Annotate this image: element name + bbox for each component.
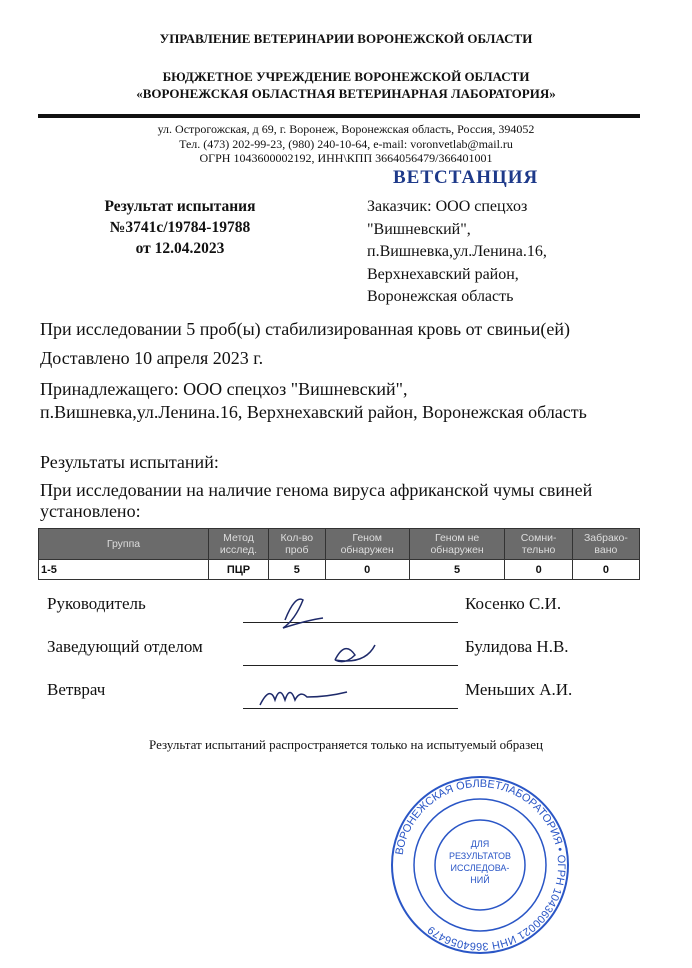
delivered-text: Доставлено 10 апреля 2023 г. [40, 348, 264, 368]
svg-text:НИЙ: НИЙ [470, 875, 490, 885]
col-header: Метод исслед. [209, 529, 269, 560]
svg-text:ДЛЯ: ДЛЯ [470, 839, 490, 849]
signature-name: Меньших А.И. [465, 680, 573, 699]
signature-role: Ветврач [47, 680, 106, 699]
customer-block [367, 196, 547, 309]
cell: 0 [572, 560, 639, 580]
result-block [70, 196, 290, 259]
address: ул. Острогожская, д 69, г. Воронеж, Воронежская область, Россия, 394052 [157, 122, 535, 136]
org-line-2: «ВОРОНЕЖСКАЯ ОБЛАСТНАЯ ВЕТЕРИНАРНАЯ ЛАБОРАТОРИЯ» [136, 86, 556, 101]
signature-name: Булидова Н.В. [465, 637, 569, 656]
vetstation-stamp: ВЕТСТАНЦИЯ [393, 167, 539, 188]
table-header-row [39, 529, 640, 560]
results-table [38, 528, 640, 580]
customer-line: Заказчик: ООО спецхоз [367, 198, 528, 215]
cell: 1-5 [39, 560, 209, 580]
result-number: №3741с/19784-19788 [109, 219, 251, 236]
footer-note: Результат испытаний распространяется только на испытуемый образец [149, 737, 543, 752]
customer-line: Верхнехавский район, [367, 265, 519, 283]
col-header: Группа [39, 529, 209, 560]
header-divider [38, 114, 640, 118]
col-header: Геном обнаружен [325, 529, 409, 560]
result-title: Результат испытания [104, 198, 256, 215]
svg-text:РЕЗУЛЬТАТОВ: РЕЗУЛЬТАТОВ [448, 851, 512, 861]
finding-text: При исследовании на наличие генома вируса африканской чумы свиней установлено: [40, 480, 593, 521]
owner-text: Принадлежащего: ООО спецхоз "Вишневский", п.Вишневка,ул.Ленина.16, Верхнехавский район, Воронежская область [40, 379, 587, 422]
results-label: Результаты испытаний: [40, 452, 219, 472]
customer-line: Воронежская область [367, 288, 514, 305]
org-line-1: БЮДЖЕТНОЕ УЧРЕЖДЕНИЕ ВОРОНЕЖСКОЙ ОБЛАСТИ [162, 69, 530, 84]
cell: 5 [409, 560, 505, 580]
signature-role: Заведующий отделом [47, 637, 203, 656]
study-text: При исследовании 5 проб(ы) стабилизированная кровь от свиньи(ей) [40, 319, 570, 339]
agency-title: УПРАВЛЕНИЕ ВЕТЕРИНАРИИ ВОРОНЕЖСКОЙ ОБЛАСТИ [159, 31, 533, 46]
cell: ПЦР [209, 560, 269, 580]
official-seal [380, 775, 580, 955]
col-header: Сомни-тельно [505, 529, 572, 560]
col-header: Кол-во проб [269, 529, 326, 560]
svg-text:ВОРОНЕЖСКАЯ ОБЛВЕТЛАБОРАТОРИЯ: ВОРОНЕЖСКАЯ ОБЛВЕТЛАБОРАТОРИЯ • ОГРН 1043600021 ИНН 3664056479 [393, 777, 568, 953]
contact-block [0, 122, 692, 166]
org-title [0, 68, 692, 102]
col-header: Геном не обнаружен [409, 529, 505, 560]
result-date: от 12.04.2023 [135, 240, 225, 257]
signature-name: Косенко С.И. [465, 594, 562, 613]
svg-text:ИССЛЕДОВА-: ИССЛЕДОВА- [450, 863, 510, 873]
phone: Тел. (473) 202-99-23, (980) 240-10-64, e-mail: voronvetlab@mail.ru [179, 136, 513, 151]
col-header: Забрако-вано [572, 529, 639, 560]
cell: 0 [325, 560, 409, 580]
signature-role: Руководитель [47, 594, 146, 613]
cell: 5 [269, 560, 326, 580]
cell: 0 [505, 560, 572, 580]
table-row [39, 560, 640, 580]
registration-ids: ОГРН 1043600002192, ИНН\КПП 3664056479/366401001 [199, 151, 493, 165]
customer-line: п.Вишневка,ул.Ленина.16, [367, 243, 547, 260]
handwritten-signatures [240, 580, 460, 715]
customer-line: "Вишневский", [367, 220, 471, 238]
